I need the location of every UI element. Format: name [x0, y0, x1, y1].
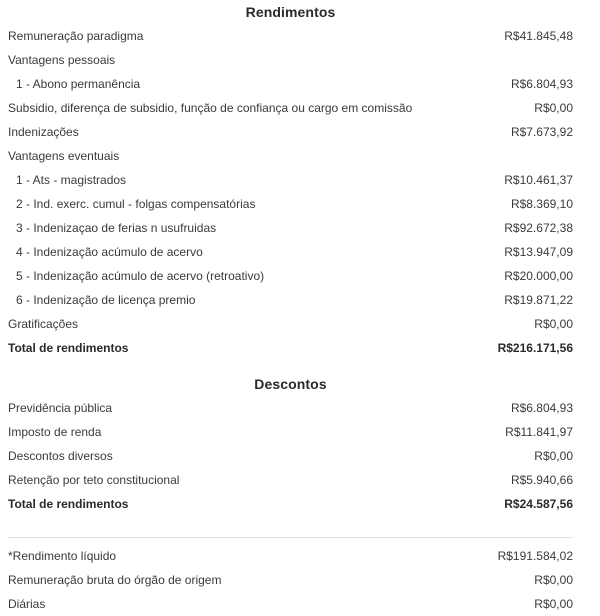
line-item-indenizacao-ferias	[8, 216, 573, 240]
total-value: R$216.171,56	[497, 341, 573, 355]
line-item-gratificacoes	[8, 312, 573, 336]
line-item-remuneracao-bruta-orgao-origem	[8, 568, 573, 592]
line-item-value: R$0,00	[534, 449, 573, 463]
line-item-value: R$6.804,93	[510, 77, 573, 91]
line-item-remuneracao-paradigma	[8, 24, 573, 48]
line-item-label: 6 - Indenização de licença premio	[16, 293, 196, 307]
section-title-descontos: Descontos	[254, 376, 327, 392]
line-item-label: Descontos diversos	[8, 449, 113, 463]
line-item-label: 4 - Indenização acúmulo de acervo	[16, 245, 203, 259]
line-item-label: 1 - Abono permanência	[16, 77, 141, 91]
line-item-label: Vantagens pessoais	[8, 53, 116, 67]
line-item-value: R$92.672,38	[504, 221, 573, 235]
line-item-label: 2 - Ind. exerc. cumul - folgas compensatórias	[16, 197, 256, 211]
line-item-value: R$0,00	[534, 597, 573, 611]
line-item-value: R$10.461,37	[504, 173, 573, 187]
line-item-label: Gratificações	[8, 317, 79, 331]
line-item-abono-permanencia	[8, 72, 573, 96]
line-item-ind-exerc-cumul	[8, 192, 573, 216]
line-item-label: Previdência pública	[8, 401, 113, 415]
line-item-retencao-teto-constitucional	[8, 468, 573, 492]
line-item-value: R$6.804,93	[510, 401, 573, 415]
line-item-indenizacao-licenca-premio	[8, 288, 573, 312]
line-item-label: Subsidio, diferença de subsidio, função de confiança ou cargo em comissão	[8, 101, 413, 115]
line-item-value: R$7.673,92	[510, 125, 573, 139]
descontos-section	[8, 372, 573, 516]
line-item-label: 3 - Indenizaçao de ferias n usufruidas	[16, 221, 217, 235]
total-label: Total de rendimentos	[8, 341, 129, 355]
line-item-label: Remuneração paradigma	[8, 29, 144, 43]
line-item-value: R$13.947,09	[504, 245, 573, 259]
line-item-value: R$11.841,97	[505, 425, 573, 439]
total-descontos-row	[8, 492, 573, 516]
section-title-rendimentos: Rendimentos	[245, 4, 336, 20]
total-rendimentos-row	[8, 336, 573, 360]
line-item-rendimento-liquido	[8, 544, 573, 568]
line-item-indenizacao-acumulo-acervo	[8, 240, 573, 264]
line-item-label: 5 - Indenização acúmulo de acervo (retroativo)	[16, 269, 265, 283]
line-item-label: *Rendimento líquido	[8, 549, 117, 563]
line-item-label: Remuneração bruta do órgão de origem	[8, 573, 222, 587]
rendimentos-section	[8, 0, 573, 360]
line-item-value: R$8.369,10	[510, 197, 573, 211]
line-item-ats-magistrados	[8, 168, 573, 192]
line-item-label: 1 - Ats - magistrados	[16, 173, 127, 187]
line-item-value: R$20.000,00	[504, 269, 573, 283]
line-item-value: R$19.871,22	[504, 293, 573, 307]
line-item-label: Retenção por teto constitucional	[8, 473, 180, 487]
line-item-indenizacoes	[8, 120, 573, 144]
summary-section	[8, 544, 573, 616]
line-item-label: Diárias	[8, 597, 46, 611]
line-item-indenizacao-acumulo-acervo-retroativo	[8, 264, 573, 288]
line-item-subsidio	[8, 96, 573, 120]
line-item-value: R$0,00	[534, 317, 573, 331]
line-item-descontos-diversos	[8, 444, 573, 468]
line-item-label: Indenizações	[8, 125, 79, 139]
total-value: R$24.587,56	[504, 497, 573, 511]
line-item-value: R$41.845,48	[504, 29, 573, 43]
line-item-label: Vantagens eventuais	[8, 149, 120, 163]
line-item-value: R$5.940,66	[510, 473, 573, 487]
line-item-imposto-de-renda	[8, 420, 573, 444]
total-label: Total de rendimentos	[8, 497, 129, 511]
summary-divider	[8, 537, 573, 538]
line-item-vantagens-pessoais	[8, 48, 573, 72]
line-item-diarias	[8, 592, 573, 616]
line-item-previdencia-publica	[8, 396, 573, 420]
line-item-value: R$0,00	[534, 101, 573, 115]
line-item-vantagens-eventuais	[8, 144, 573, 168]
line-item-value: R$191.584,02	[497, 549, 573, 563]
line-item-value: R$0,00	[534, 573, 573, 587]
line-item-label: Imposto de renda	[8, 425, 102, 439]
